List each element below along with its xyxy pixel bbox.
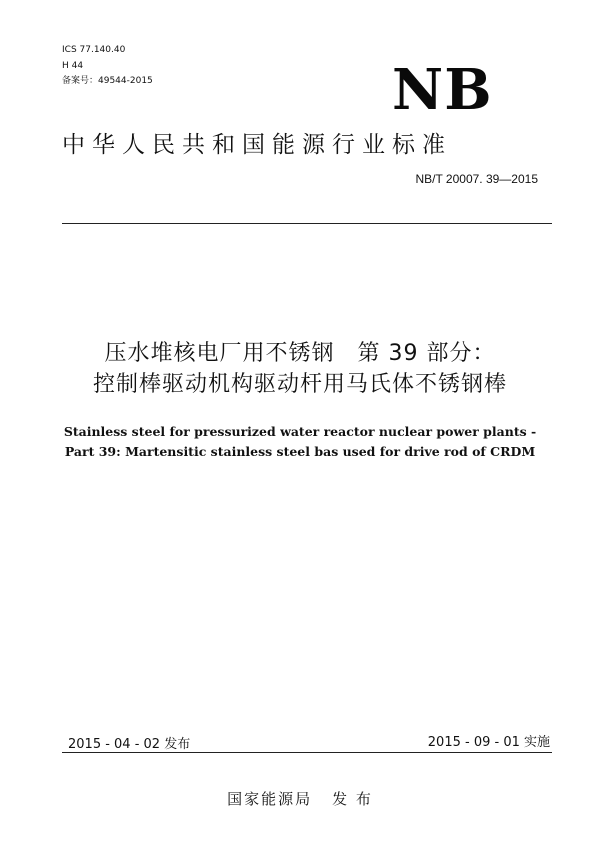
record-number: 备案号：49544-2015 xyxy=(62,76,153,86)
standard-number: NB/T 20007. 39—2015 xyxy=(415,172,538,186)
english-title-line-1: Stainless steel for pressurized water reactor nuclear power plants - xyxy=(63,424,537,439)
english-title xyxy=(0,422,600,462)
issue-date: 2015 - 04 - 02 发布 xyxy=(68,737,191,752)
english-title-line-2: Part 39: Martensitic stainless steel bas used for drive rod of CRDM xyxy=(64,444,536,459)
nb-logo: NB xyxy=(392,57,493,123)
publisher-action: 发 布 xyxy=(332,790,373,808)
top-divider xyxy=(62,223,552,224)
ccs-code: H 44 xyxy=(62,60,84,71)
chinese-title xyxy=(0,338,600,400)
implementation-date: 2015 - 09 - 01 实施 xyxy=(427,735,550,750)
classification-block xyxy=(62,43,153,90)
standard-organization-title: 中华人民共和国能源行业标准 xyxy=(62,132,452,158)
bottom-divider xyxy=(62,752,552,753)
publisher-name: 国家能源局 xyxy=(227,790,313,808)
ics-code: ICS 77.140.40 xyxy=(62,45,126,55)
publisher-line xyxy=(0,788,600,809)
chinese-title-line-1: 压水堆核电厂用不锈钢 第 39 部分： xyxy=(104,341,496,366)
chinese-title-line-2: 控制棒驱动机构驱动杆用马氏体不锈钢棒 xyxy=(92,372,507,397)
